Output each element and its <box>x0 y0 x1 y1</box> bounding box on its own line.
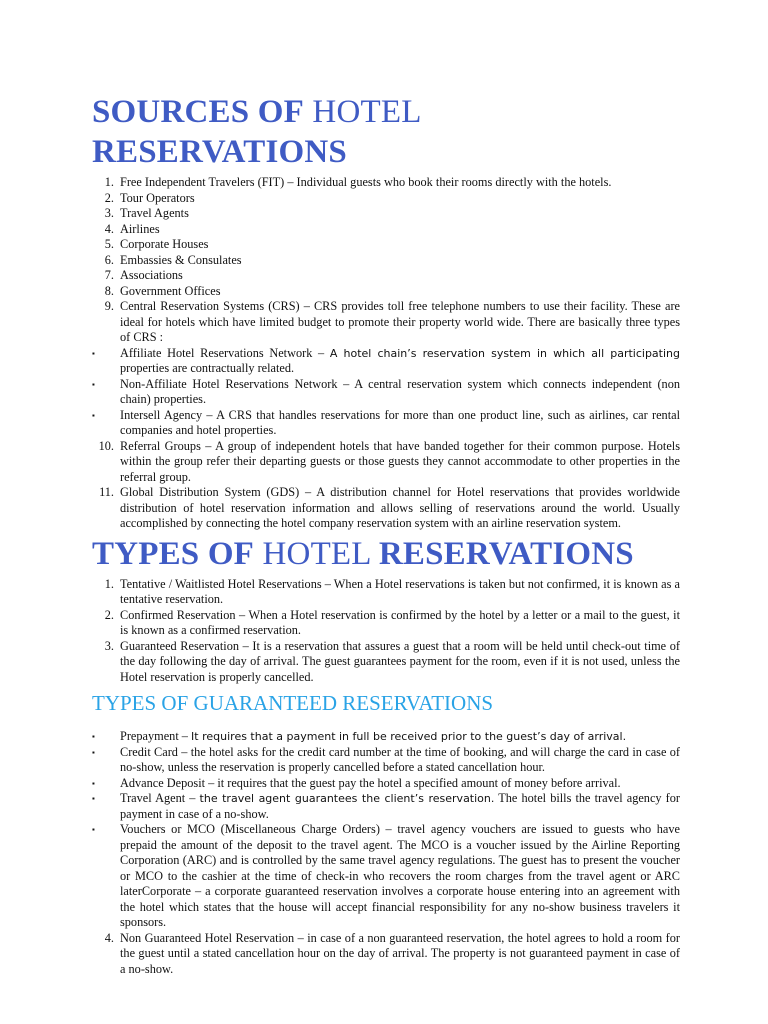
bullet-marker: ▪ <box>92 794 95 803</box>
list-number: 6. <box>104 252 114 267</box>
list-item <box>92 237 680 253</box>
item-text: The hotel bills the travel agency for payment in case of a no-show. <box>120 791 681 821</box>
list-item <box>92 222 680 238</box>
list-item <box>92 346 680 377</box>
list-item <box>92 191 680 207</box>
list-number: 11. <box>99 485 114 499</box>
item-lead-sans: the travel agent guarantees the client’s reservation. <box>199 792 495 805</box>
item-text: Credit Card – the hotel asks for the credit card number at the time of booking, and will charge the card in case of no-show, unless the reservation is properly cancelled before a stated cancellation hour. <box>120 744 680 774</box>
list-item <box>92 253 680 269</box>
list-number: 10. <box>98 438 114 453</box>
sources-heading <box>92 92 680 172</box>
item-text: Vouchers or MCO (Miscellaneous Charge Orders) – travel agency vouchers are issued to guests who have prepaid the amount of the deposit to the travel agent. The MCO is a voucher issued by the Airline Reporting Corporation (ARC) and is controlled by the same travel agency regulations. The guest has to present the voucher or MCO to the cashier at the time of check-in who recovers the room charges from the travel agent or ARC laterCorporate – a corporate guaranteed reservation involves a corporate house entering into an agreement with the hotel which states that the house will accept financial responsibility for any no-show business travelers it sponsors. <box>120 822 680 929</box>
guaranteed-heading: TYPES OF GUARANTEED RESERVATIONS <box>92 691 494 715</box>
item-text: Confirmed Reservation – When a Hotel reservation is confirmed by the hotel by a letter or a mail to the guest, it is known as a confirmed reservation. <box>120 607 680 637</box>
list-number: 2. <box>104 190 114 205</box>
item-text: Travel Agents <box>120 206 189 220</box>
list-number: 9. <box>104 299 114 313</box>
item-text: Referral Groups – A group of independent hotels that have banded together for their common purpose. Hotels within the group refer their departing guests or those guests they cannot accommodate to other properties in the referral group. <box>120 438 680 484</box>
bullet-marker: ▪ <box>92 348 95 358</box>
list-item <box>92 439 680 486</box>
item-lead-sans: It requires that a payment in full be received prior to the guest’s day of arrival. <box>191 730 627 743</box>
list-item <box>92 822 680 931</box>
list-item <box>92 175 680 191</box>
item-text: Non Guaranteed Hotel Reservation – in case of a non guaranteed reservation, the hotel agrees to hold a room for the guest until a stated cancellation hour on the day of arrival. The property is not guaranteed payment in case of a no-show. <box>120 930 680 976</box>
item-text: Free Independent Travelers (FIT) – Individual guests who book their rooms directly with the hotels. <box>120 175 612 189</box>
item-text: Airlines <box>120 221 160 236</box>
item-text: Advance Deposit – it requires that the guest pay the hotel a specified amount of money before arrival. <box>120 775 621 790</box>
bullet-marker: ▪ <box>92 747 95 757</box>
list-item <box>92 408 680 439</box>
list-item <box>92 931 680 978</box>
bullet-marker: ▪ <box>92 732 95 741</box>
sources-heading-part-c: RESERVATIONS <box>92 134 347 170</box>
item-text: Associations <box>120 268 183 282</box>
list-item <box>92 745 680 776</box>
types-heading-part-c: RESERVATIONS <box>378 535 634 572</box>
list-item <box>92 485 680 532</box>
item-text: Guaranteed Reservation – It is a reservation that assures a guest that a room will be held until check-out time of the day following the day of arrival. The guest guarantees payment for the room, even if it is not used, unless the Hotel reservation is properly cancelled. <box>120 638 680 684</box>
list-number: 5. <box>104 237 114 251</box>
sources-heading-part-b: HOTEL <box>312 94 421 130</box>
item-text: Central Reservation Systems (CRS) – CRS provides toll free telephone numbers to use their facility. These are ideal for hotels which have limited budget to promote their property world wide. There are basically three types of CRS : <box>120 299 680 344</box>
list-item <box>92 268 680 284</box>
list-number: 4. <box>104 930 114 945</box>
list-item <box>92 299 680 346</box>
list-item <box>92 608 680 639</box>
item-text: Corporate Houses <box>120 237 209 251</box>
list-item <box>92 284 680 300</box>
list-number: 3. <box>104 206 114 220</box>
guaranteed-list <box>92 729 680 977</box>
item-text: Tentative / Waitlisted Hotel Reservations – When a Hotel reservations is taken but not confirmed, it is known as a tentative reservation. <box>120 576 680 606</box>
list-number: 4. <box>104 221 114 236</box>
bullet-marker: ▪ <box>92 379 95 389</box>
list-item <box>92 639 680 686</box>
types-heading <box>92 534 680 574</box>
list-number: 8. <box>104 283 114 298</box>
sources-heading-part-a: SOURCES OF <box>92 94 304 130</box>
item-text: Government Offices <box>120 283 221 298</box>
item-text: Non-Affiliate Hotel Reservations Network – A central reservation system which connects independent (non chain) properties. <box>120 376 680 406</box>
item-lead: Travel Agent – <box>120 791 200 805</box>
bullet-marker: ▪ <box>92 825 95 834</box>
types-heading-part-b: HOTEL <box>262 535 371 572</box>
bullet-marker: ▪ <box>92 410 95 420</box>
item-text: Intersell Agency – A CRS that handles reservations for more than one product line, such as airlines, car rental companies and hotel properties. <box>120 407 680 437</box>
list-item <box>92 206 680 222</box>
list-item <box>92 377 680 408</box>
list-number: 2. <box>104 607 114 622</box>
item-lead: Prepayment – <box>120 729 192 743</box>
bullet-marker: ▪ <box>92 778 95 788</box>
types-list <box>92 577 680 686</box>
list-number: 1. <box>104 576 114 591</box>
item-text: Embassies & Consulates <box>120 252 242 267</box>
item-text: Global Distribution System (GDS) – A distribution channel for Hotel reservations that provides worldwide distribution of hotel reservation information and allows selling of reservations around the world. Usually accomplished by connecting the hotel company reservation system with an airline reservation system. <box>120 485 680 530</box>
list-item <box>92 729 680 745</box>
sources-list <box>92 175 680 532</box>
item-text: properties are contractually related. <box>120 361 295 375</box>
item-text: Tour Operators <box>120 190 195 205</box>
list-number: 1. <box>104 175 114 189</box>
list-number: 3. <box>104 638 114 653</box>
item-lead-sans: A hotel chain’s reservation system in which all participating <box>329 346 680 360</box>
list-number: 7. <box>104 268 114 282</box>
document-body <box>92 92 680 977</box>
list-item <box>92 791 680 822</box>
list-item <box>92 776 680 792</box>
list-item <box>92 577 680 608</box>
item-lead: Affiliate Hotel Reservations Network – <box>120 345 330 360</box>
types-heading-part-a: TYPES OF <box>92 535 255 572</box>
